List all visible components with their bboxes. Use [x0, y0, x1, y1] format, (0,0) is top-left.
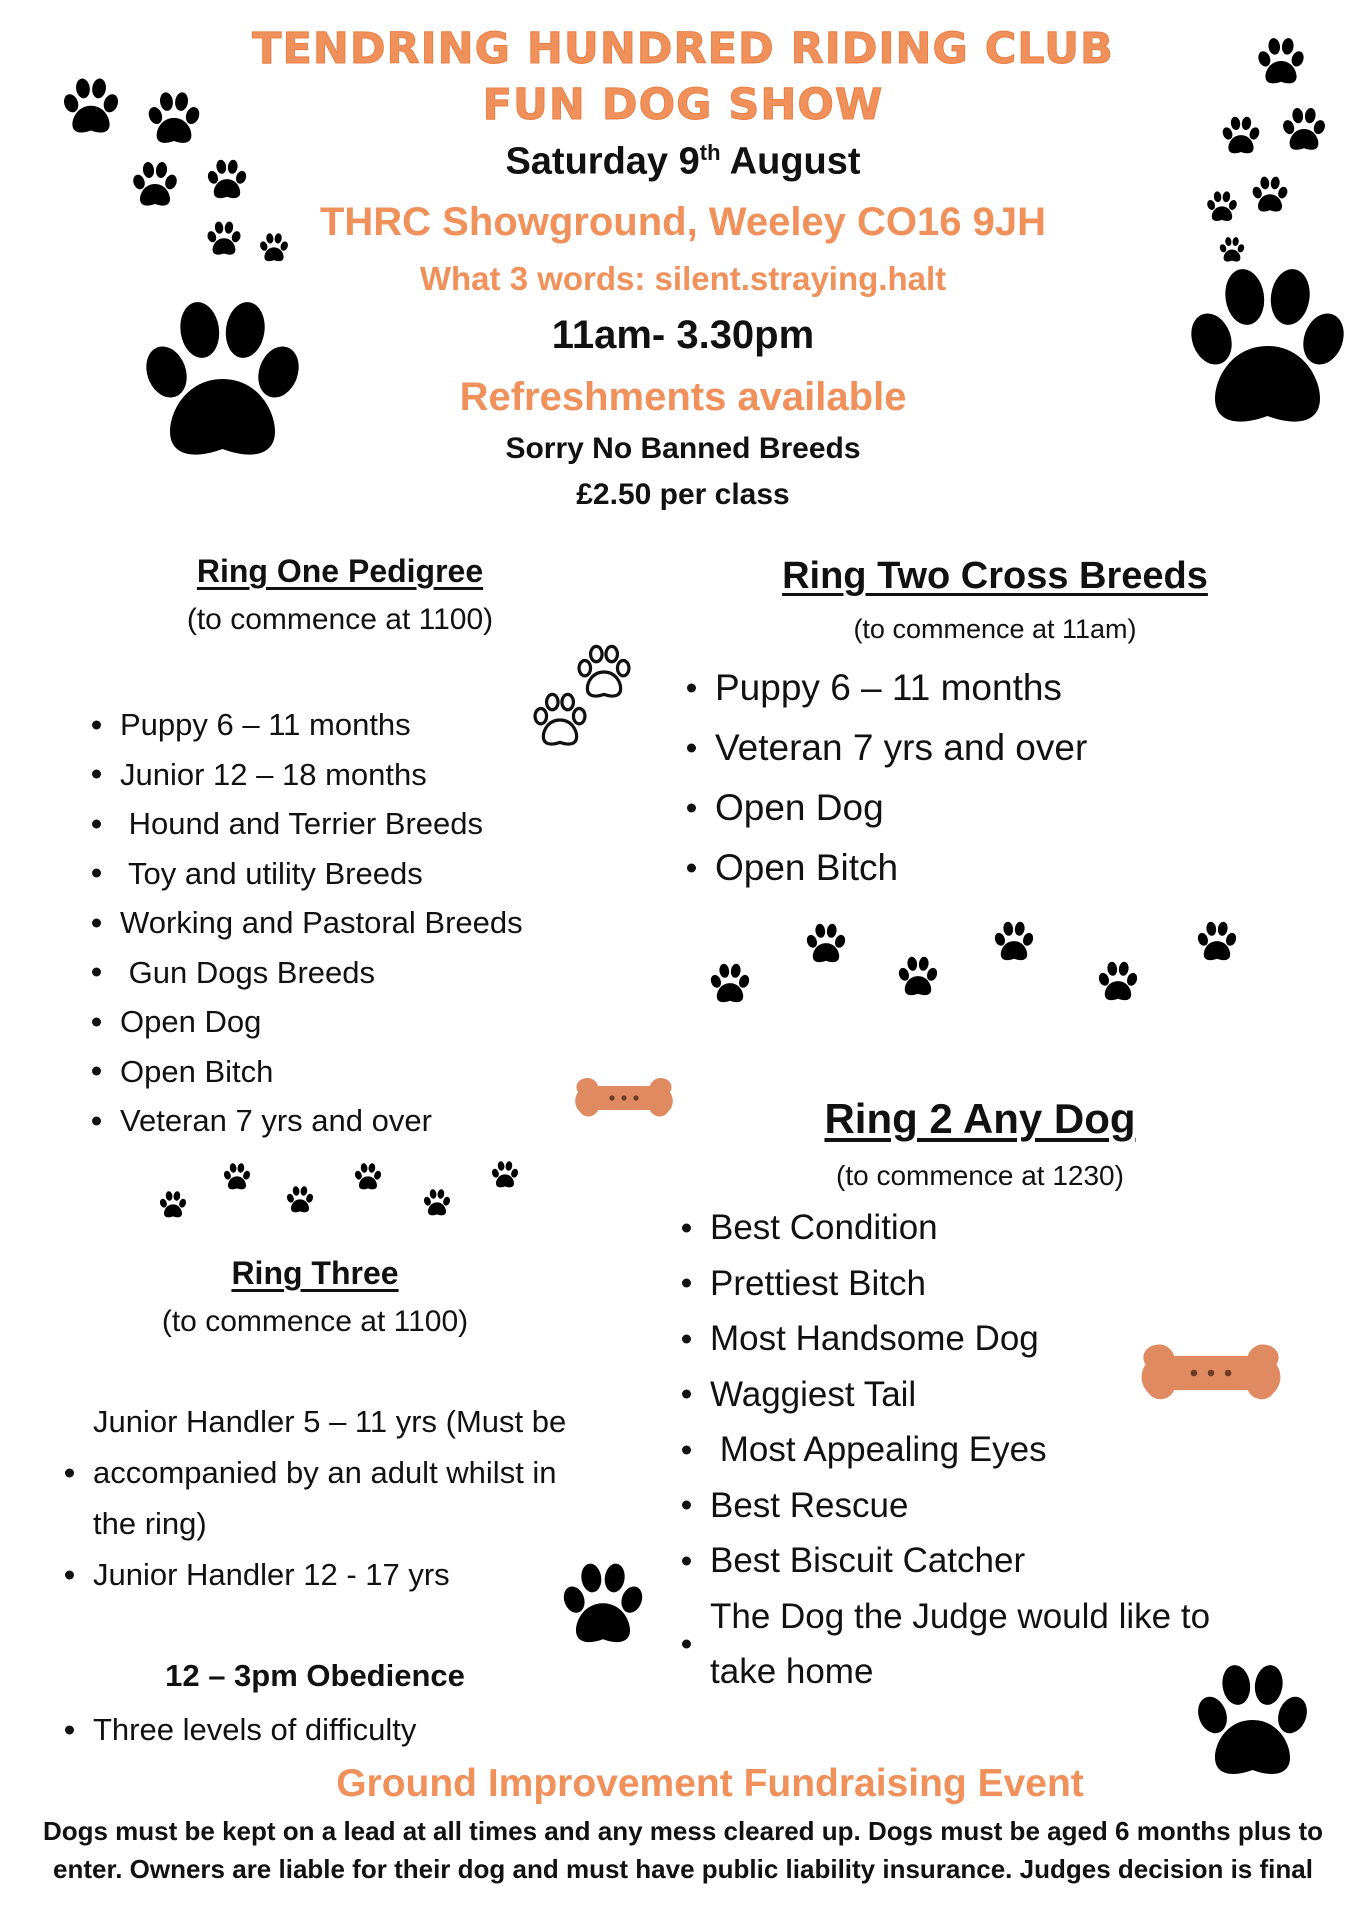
ring-two-any-start-time: (to commence at 1230) — [836, 1160, 1124, 1191]
paw-print-icon — [1205, 190, 1239, 224]
ring-two-any-heading: Ring 2 Any Dog — [824, 1095, 1136, 1142]
class-price: £2.50 per class — [576, 478, 790, 511]
paw-print-icon — [205, 158, 249, 202]
ring-two-heading: Ring Two Cross Breeds — [782, 555, 1208, 597]
paw-print-icon — [60, 76, 122, 138]
ring-two-class-list — [685, 658, 1087, 898]
ring-one-class-list — [90, 700, 523, 1146]
event-rules-note: Dogs must be kept on a lead at all times and any mess cleared up. Dogs must be aged 6 months plus to enter. Owners are liable for their dog and must have public liability insurance. Judges decision is final — [42, 1816, 1324, 1884]
paw-print-icon — [222, 1162, 252, 1192]
paw-print-icon — [1250, 175, 1290, 215]
list-item: Junior Handler 12 - 17 yrs — [63, 1549, 603, 1600]
list-item: Hound and Terrier Breeds — [90, 799, 523, 849]
paw-print-icon — [135, 295, 310, 470]
paw-print-icon — [1280, 106, 1328, 154]
show-date: Saturday 9th August — [505, 140, 861, 183]
paw-print-icon — [258, 232, 290, 264]
list-item: Veteran 7 yrs and over — [90, 1096, 523, 1146]
list-item: Best Rescue — [680, 1478, 1280, 1534]
list-item: Working and Pastoral Breeds — [90, 898, 523, 948]
list-item: Best Condition — [680, 1200, 1280, 1256]
list-item: Most Appealing Eyes — [680, 1422, 1280, 1478]
ring-two-any-class-list — [680, 1200, 1280, 1700]
refreshments-note: Refreshments available — [459, 375, 907, 419]
obedience-heading: 12 – 3pm Obedience — [165, 1658, 465, 1693]
list-item: Open Dog — [685, 778, 1087, 838]
list-item: Prettiest Bitch — [680, 1256, 1280, 1312]
venue-address: THRC Showground, Weeley CO16 9JH — [319, 200, 1047, 244]
ring-one-start-time: (to commence at 1100) — [186, 603, 494, 636]
list-item: Veteran 7 yrs and over — [685, 718, 1087, 778]
list-item: Toy and utility Breeds — [90, 849, 523, 899]
paw-print-icon — [1180, 262, 1355, 437]
ring-one-heading: Ring One Pedigree — [196, 553, 484, 589]
dog-biscuit-icon — [574, 1072, 674, 1124]
list-item: Open Dog — [90, 997, 523, 1047]
paw-print-icon — [1255, 36, 1307, 88]
ring-three-heading: Ring Three — [231, 1255, 399, 1291]
what3words-location: What 3 words: silent.straying.halt — [419, 260, 947, 297]
dog-biscuit-icon — [1136, 1336, 1286, 1410]
show-time: 11am- 3.30pm — [551, 313, 815, 357]
paw-print-icon — [558, 1560, 648, 1650]
fundraising-event-title: Ground Improvement Fundraising Event — [336, 1762, 1084, 1805]
obedience-list — [63, 1705, 416, 1755]
paw-print-icon — [158, 1190, 188, 1220]
list-item: Three levels of difficulty — [63, 1705, 416, 1755]
show-title-line2: FUN DOG SHOW — [482, 80, 884, 130]
paw-print-icon — [145, 90, 203, 148]
ring-three-start-time: (to commence at 1100) — [161, 1305, 469, 1338]
paw-outline-icon — [528, 688, 592, 752]
paw-print-icon — [285, 1185, 315, 1215]
list-item: Junior Handler 5 – 11 yrs (Must be accompanied by an adult whilst in the ring) — [63, 1396, 603, 1549]
paw-print-icon — [490, 1160, 520, 1190]
show-title-line1: TENDRING HUNDRED RIDING CLUB — [252, 24, 1114, 74]
paw-print-icon — [708, 962, 752, 1006]
paw-print-icon — [205, 220, 243, 258]
ring-two-start-time: (to commence at 11am) — [853, 614, 1137, 644]
paw-print-icon — [1218, 236, 1246, 264]
list-item: Waggiest Tail — [680, 1367, 1280, 1423]
paw-print-icon — [804, 922, 848, 966]
list-item: Open Bitch — [90, 1047, 523, 1097]
paw-print-icon — [992, 920, 1036, 964]
list-item: Open Bitch — [685, 838, 1087, 898]
list-item: The Dog the Judge would like to take home — [680, 1589, 1280, 1700]
paw-print-icon — [1096, 960, 1140, 1004]
paw-print-icon — [353, 1162, 383, 1192]
list-item: Junior 12 – 18 months — [90, 750, 523, 800]
paw-print-icon — [896, 955, 940, 999]
list-item: Most Handsome Dog — [680, 1311, 1280, 1367]
ring-three-class-list — [63, 1396, 603, 1600]
list-item: Gun Dogs Breeds — [90, 948, 523, 998]
list-item: Puppy 6 – 11 months — [90, 700, 523, 750]
banned-breeds-note: Sorry No Banned Breeds — [505, 432, 861, 465]
paw-print-icon — [130, 160, 180, 210]
list-item: Puppy 6 – 11 months — [685, 658, 1087, 718]
paw-print-icon — [1195, 920, 1239, 964]
list-item: Best Biscuit Catcher — [680, 1533, 1280, 1589]
paw-print-icon — [1220, 115, 1262, 157]
paw-print-icon — [422, 1188, 452, 1218]
